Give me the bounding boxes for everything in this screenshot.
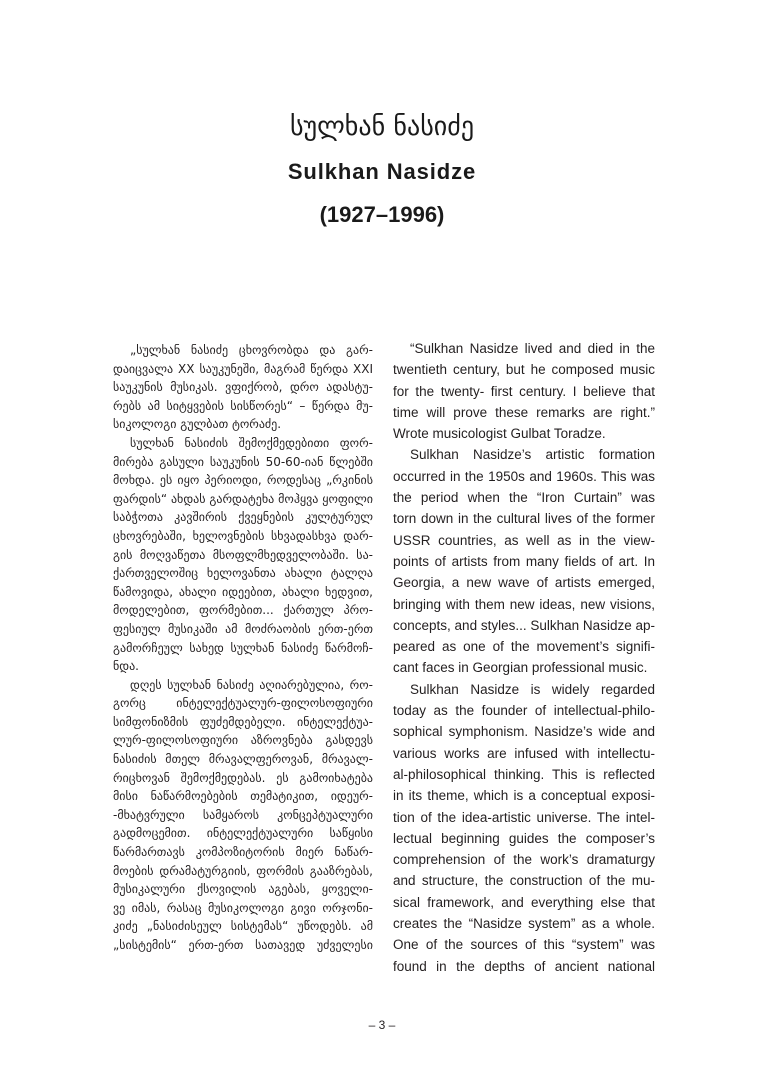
text-line: ნასიძის მთელ მრავალფეროვან, მრავალ- <box>113 752 373 767</box>
text-line: Sulkhan Nasidze’s artistic formation <box>410 447 655 463</box>
text-line: მოდელებით, ფორმებით... ქართულ პრო- <box>113 603 373 618</box>
text-line: საბჭოთა კავშირის ქვეყნების კულტურულ <box>113 510 373 525</box>
text-line: გის მოღვაწეთა მსოფლმხედველობაში. სა- <box>113 547 373 562</box>
text-line: სულხან ნასიძის შემოქმედებითი ფორ- <box>130 435 373 450</box>
text-line: “Sulkhan Nasidze lived and died in the <box>410 341 655 356</box>
text-line: მირება გასული საუკუნის 50-60-იან წლებში <box>113 454 373 469</box>
english-paragraph-3 <box>393 679 655 977</box>
text-line: წარმართავს კომპოზიტორის მიერ ნაწარ- <box>113 845 373 860</box>
text-line: გადმოცემით. ინტელექტუალური საწყისი <box>113 826 373 841</box>
text-line: სიმფონიზმის ფუძემდებელი. ინტელექტუა- <box>113 714 373 729</box>
english-paragraph-2 <box>393 444 655 678</box>
georgian-paragraph-3 <box>113 676 373 955</box>
text-line: One of the sources of this “system” was <box>393 937 655 953</box>
english-column <box>393 338 655 977</box>
text-line: comprehension of the work’s dramaturgy <box>393 852 655 868</box>
text-line: მოების დრამატურგიის, ფორმის გააზრებას, <box>113 863 373 878</box>
text-line: Georgia, a new wave of artists emerged, <box>393 575 655 591</box>
text-line: peared as one of the movement’s signifi- <box>393 639 655 655</box>
text-line: კიძე „ნასიძისეულ სისტემას“ უწოდებს. ამ <box>113 919 373 934</box>
text-line: today as the founder of intellectual-philo- <box>393 703 655 719</box>
text-line: ცხოვრებაში, ხელოვნების სხვადასხვა დარ- <box>113 528 373 543</box>
text-line: „სულხან ნასიძე ცხოვრობდა და გარ- <box>130 343 373 357</box>
text-line: Wrote musicologist Gulbat Toradze. <box>393 426 606 442</box>
text-line: გამორჩეულ სახედ სულხან ნასიძე წარმოჩ- <box>113 640 373 655</box>
text-line: წამოვიდა, ახალი იდეებით, ახალი ხედვით, <box>113 584 373 599</box>
text-line: Sulkhan Nasidze is widely regarded <box>410 681 655 697</box>
english-paragraph-1 <box>393 338 655 444</box>
text-line: al-philosophical thinking. This is reflected <box>393 766 655 782</box>
page-title-english: Sulkhan Nasidze <box>287 159 477 184</box>
text-line: tion of the idea-artistic universe. The intel- <box>393 809 655 825</box>
text-line: ნდა. <box>113 659 139 674</box>
text-line: მისი ნაწარმოებების თემატიკით, იდეურ- <box>113 789 373 804</box>
text-line: დაიცვალა XX საუკუნეში, მაგრამ წერდა XXI <box>113 361 373 376</box>
text-line: the period when the “Iron Curtain” was <box>393 490 655 506</box>
text-line: torn down in the cultural lives of the former <box>393 511 655 527</box>
text-line: creates the “Nasidze system” as a whole. <box>393 916 655 932</box>
text-line: „სისტემის“ ერთ-ერთ სათავედ უძველესი <box>113 938 373 952</box>
text-line: გორც ინტელექტუალურ-ფილოსოფიური <box>113 696 373 711</box>
georgian-paragraph-1 <box>113 341 373 434</box>
text-line: ფარდის“ ახდას გარდატეხა მოჰყვა ყოფილი <box>113 491 373 506</box>
text-line: bringing with them new ideas, new visions, <box>393 596 655 612</box>
text-line: cant faces in Georgian professional music. <box>393 660 648 676</box>
text-line: საუკუნის მუსიკას. ვფიქრობ, დრო ადასტუ- <box>113 380 373 395</box>
text-line: and structure, the construction of the mu- <box>393 873 655 889</box>
text-line: for the twenty- first century. I believe that <box>393 383 655 399</box>
text-line: მოხდა. ეს იყო პერიოდი, როდესაც „რკინის <box>113 473 373 488</box>
page-title-georgian: სულხან ნასიძე <box>289 112 475 142</box>
text-line: sophical symphonism. Nasidze’s wide and <box>393 724 655 740</box>
text-line: concepts, and styles... Sulkhan Nasidze ap- <box>393 617 655 633</box>
text-line: twentieth century, but he composed music <box>393 362 655 378</box>
text-line: ლურ-ფილოსოფიური აზროვნება გასდევს <box>113 733 373 748</box>
text-line: in its theme, which is a conceptual exposi- <box>393 788 655 804</box>
text-line: time will prove these remarks are right.” <box>393 404 655 420</box>
text-line: USSR countries, as well as in the view- <box>393 532 655 548</box>
text-line: sical framework, and everything else that <box>393 894 655 910</box>
text-line: ქართველოშიც ხელოვანთა ახალი ტალღა <box>113 566 373 581</box>
text-line: ფესიულ მუსიკაში ამ მოძრაობის ერთ-ერთ <box>113 621 373 636</box>
page-number: – 3 – <box>368 1018 396 1032</box>
text-line: ვე იმას, რასაც მუსიკოლოგი გივი ორჯონი- <box>113 900 373 915</box>
text-line: lectual beginning guides the composer’s <box>393 830 655 846</box>
text-line: various works are infused with intellectu- <box>393 745 655 761</box>
text-line: occurred in the 1950s and 1960s. This was <box>393 468 655 484</box>
text-line: რიცხოვან შემოქმედებას. ეს გამოიხატება <box>113 770 373 785</box>
georgian-column <box>113 341 373 955</box>
text-line: -მხატვრული სამყაროს კონცეპტუალური <box>113 807 373 822</box>
text-line: points of artists from many fields of art. In <box>393 553 655 569</box>
text-line: მუსიკალური ქსოვილის აგებას, ყოველი- <box>113 882 373 897</box>
text-line: სიკოლოგი გულბათ ტორაძე. <box>113 417 282 432</box>
georgian-paragraph-2 <box>113 434 373 676</box>
text-line: found in the depths of ancient national <box>393 958 655 974</box>
life-years: (1927–1996) <box>319 202 445 227</box>
text-line: დღეს სულხან ნასიძე აღიარებულია, რო- <box>130 677 373 692</box>
text-line: რებს ამ სიტყვების სისწორეს“ – წერდა მუ- <box>113 398 373 413</box>
